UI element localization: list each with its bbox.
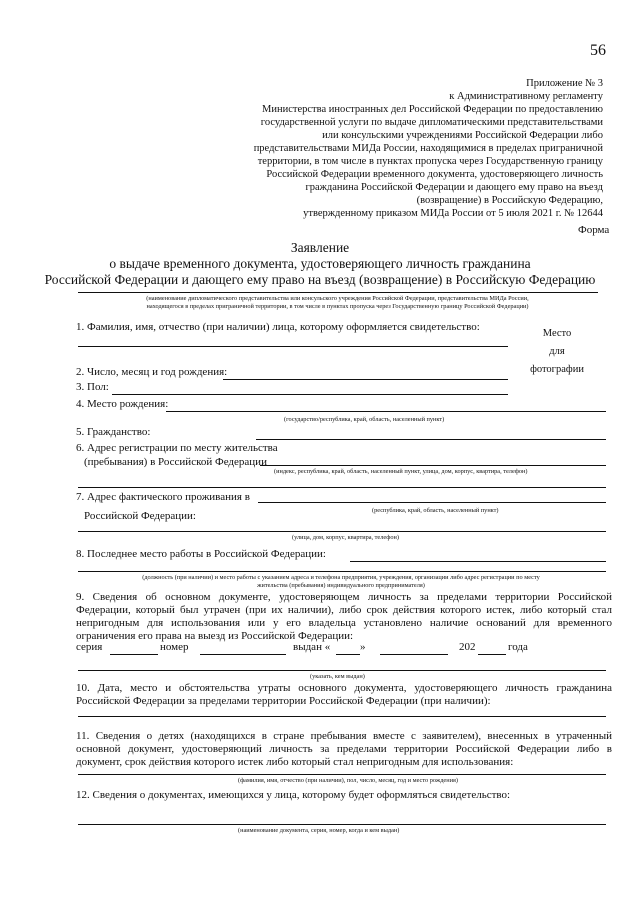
field-actual-address-label: Российской Федерации: (84, 510, 196, 522)
attachment-line: государственной услуги по выдаче дипломатическими представительствами (260, 117, 603, 128)
issued-day-input-line[interactable] (336, 654, 360, 655)
field-registration-label: (пребывания) в Российской Федерации (84, 456, 267, 468)
number-label: номер (160, 641, 189, 653)
attachment-line: представительствами МИДа России, находящимися в пределах приграничной (253, 143, 603, 154)
field-last-work-label: 8. Последнее место работы в Российской Федерации: (76, 548, 326, 560)
birth-place-hint: (государство/республика, край, область, населенный пункт) (284, 416, 445, 423)
attachment-line: гражданина Российской Федерации и дающего ему право на въезд (305, 182, 603, 193)
actual-address-hint: (улица, дом, корпус, квартира, телефон) (292, 534, 399, 541)
number-input-line[interactable] (200, 654, 286, 655)
children-hint: (фамилия, имя, отчество (при наличии), пол, число, месяц, год и место рождения) (238, 777, 458, 784)
document-title-line: о выдаче временного документа, удостоверяющего личность гражданина (109, 256, 531, 271)
attachment-line: Российской Федерации временного документа, удостоверяющего личность (266, 169, 603, 180)
field-registration-label: 6. Адрес регистрации по месту жительства (76, 442, 278, 454)
birth-place-input-line[interactable] (166, 411, 606, 412)
page-number: 56 (590, 42, 606, 59)
photo-placeholder (512, 325, 602, 379)
document-title-line: Российской Федерации и дающего ему право на въезд (возвращение) в Российскую Федерацию (44, 272, 596, 287)
institution-hint: (наименование дипломатического представительства или консульского учреждения Российской Федерации, представительства МИДа России, (146, 295, 529, 302)
attachment-line: или консульскими учреждениями Российской Федерации либо (322, 130, 603, 141)
sex-input-line[interactable] (112, 394, 508, 395)
actual-address-hint: (республика, край, область, населенный пункт) (372, 507, 499, 514)
field-actual-address-label: 7. Адрес фактического проживания в (76, 491, 250, 503)
loss-circumstances-input-line[interactable] (78, 716, 606, 717)
registration-input-line[interactable] (260, 465, 606, 466)
attachment-line: территории, в том числе в пунктах пропуска через Государственную границу (257, 156, 603, 167)
actual-address-input-line[interactable] (258, 502, 606, 503)
documents-hint: (наименование документа, серия, номер, когда и кем выдан) (238, 827, 400, 834)
issued-by-input-line[interactable] (78, 670, 606, 671)
issued-label: выдан « (293, 641, 331, 653)
field-documents-label: 12. Сведения о документах, имеющихся у лица, которому будет оформляться свидетельство: (76, 789, 511, 801)
field-birth-place-label: 4. Место рождения: (76, 398, 169, 410)
birth-date-input-line[interactable] (223, 379, 508, 380)
photo-label: для (549, 346, 565, 357)
year-word: года (508, 641, 528, 653)
last-work-hint: (должность (при наличии) и место работы с указанием адреса и телефона предприятия, учреждения, организации либо адрес регистрации по месту (142, 574, 540, 581)
attachment-line: Приложение № 3 (526, 78, 603, 89)
attachment-line: к Административному регламенту (449, 91, 603, 102)
documents-input-line[interactable] (78, 824, 606, 825)
attachment-line: Министерства иностранных дел Российской Федерации по предоставлению (262, 104, 603, 115)
field-children-label: 11. Сведения о детях (находящихся в стране пребывания вместе с заявителем), внесенных в утраченный основной документ, удостоверяющий личность за пределами территории Российской Федерации либо в документ, срок действия которого истек либо который стал непригодным для использования: (76, 730, 612, 768)
photo-label: фотографии (530, 364, 584, 375)
actual-address-input-line-2[interactable] (78, 531, 606, 532)
field-birth-date-label: 2. Число, месяц и год рождения: (76, 366, 228, 378)
issued-year-input-line[interactable] (478, 654, 506, 655)
photo-label: Место (542, 328, 572, 339)
full-name-input-line[interactable] (78, 346, 508, 347)
issued-month-input-line[interactable] (380, 654, 448, 655)
year-prefix: 202 (459, 641, 476, 653)
citizenship-input-line[interactable] (256, 439, 606, 440)
field-main-document-label: 9. Сведения об основном документе, удостоверяющем личность за пределами территории Российской Федерации, который был утрачен (при их наличии), либо срок действия которого истек, либо который стал непригодным для использования или у его владельца установлено наличие оснований для временного ограничения его права на выезд из Российской Федерации: (76, 591, 612, 642)
attachment-line: утвержденному приказом МИДа России от 5 июля 2021 г. № 12644 (303, 208, 603, 219)
attachment-line: (возвращение) в Российскую Федерацию, (416, 195, 603, 206)
issued-by-hint: (указать, кем выдан) (310, 673, 365, 680)
series-label: серия (76, 641, 103, 653)
registration-hint: (индекс, республика, край, область, населенный пункт, улица, дом, корпус, квартира, телефон) (274, 468, 528, 475)
last-work-input-line[interactable] (350, 561, 606, 562)
registration-input-line-2[interactable] (78, 487, 606, 488)
institution-input-line[interactable] (78, 292, 598, 293)
field-loss-circumstances-label: 10. Дата, место и обстоятельства утраты основного документа, удостоверяющего личность гражданина Российской Федерации за пределами территории Российской Федерации (при наличии): (76, 682, 612, 707)
field-sex-label: 3. Пол: (76, 381, 109, 393)
series-input-line[interactable] (110, 654, 158, 655)
issued-quote: » (360, 641, 366, 653)
field-full-name-label: 1. Фамилия, имя, отчество (при наличии) лица, которому оформляется свидетельство: (76, 321, 480, 333)
last-work-input-line-2[interactable] (78, 571, 606, 572)
institution-hint: находящегося в пределах приграничной территории, в том числе в пунктах пропуска через Государственную границу Российской Федерации) (146, 303, 529, 310)
children-input-line[interactable] (78, 774, 606, 775)
document-heading: Заявление (290, 240, 350, 255)
field-citizenship-label: 5. Гражданство: (76, 426, 151, 438)
last-work-hint: жительства (пребывания) индивидуального предпринимателя) (257, 582, 425, 589)
form-label: Форма (578, 224, 610, 236)
